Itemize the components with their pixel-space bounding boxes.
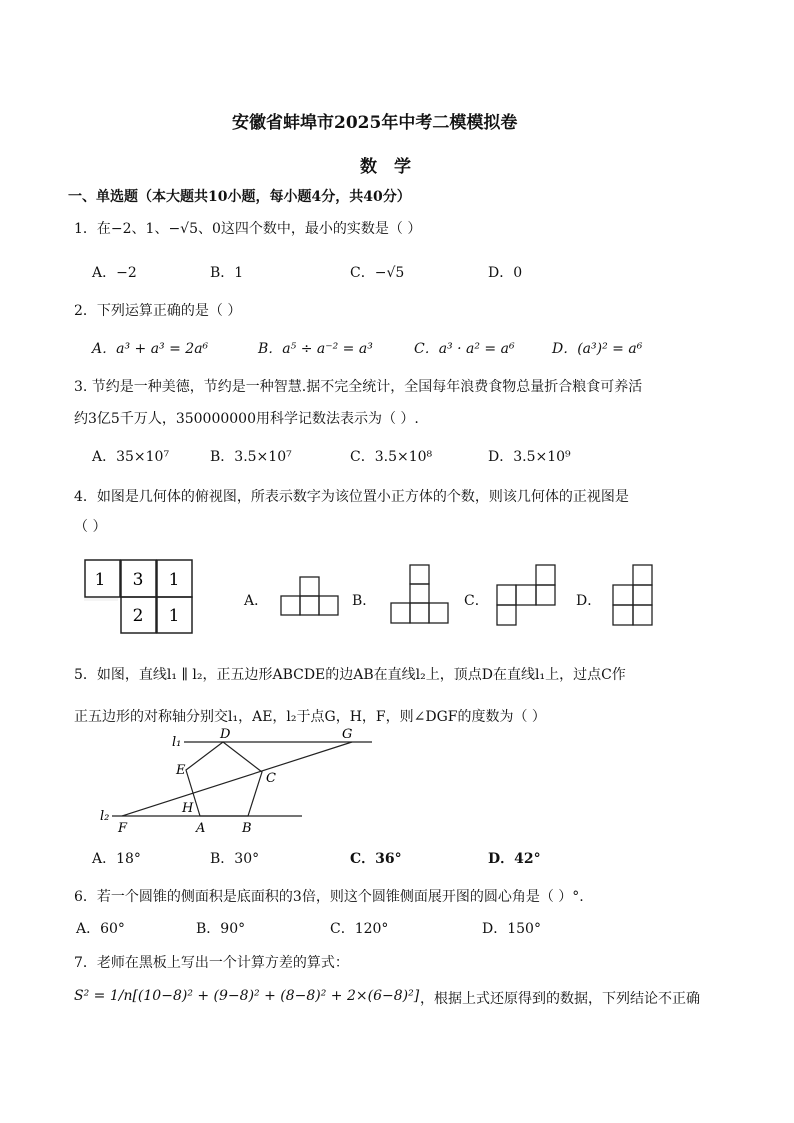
label-l1: l₁ <box>172 735 182 750</box>
q2-option-b: B．a⁵ ÷ a⁻² = a³ <box>258 341 373 357</box>
q6-option-b: B．90° <box>196 921 246 937</box>
q5-option-c: C．36° <box>350 851 402 867</box>
grid-cell-r1c3: 1 <box>168 570 180 590</box>
subject-title: 数 学 <box>360 157 411 177</box>
label-D: D <box>220 727 231 742</box>
grid-cell-r1c1: 1 <box>94 570 106 590</box>
q1-option-c: C．−√5 <box>350 265 405 281</box>
grid-cell-r2c3: 1 <box>168 606 180 626</box>
q2-option-c: C．a³ · a² = a⁶ <box>414 341 515 357</box>
label-G: G <box>342 727 353 742</box>
question-1: 1．在−2、1、−√5、0这四个数中，最小的实数是（ ） <box>74 221 422 237</box>
q3-option-a: A．35×10⁷ <box>92 449 170 465</box>
q5-pentagon-figure <box>96 726 396 838</box>
question-5-line-1: 5．如图，直线l₁ ∥ l₂，正五边形ABCDE的边AB在直线l₂上，顶点D在直线l₁上，过点C作 <box>74 667 626 683</box>
q6-option-a: A．60° <box>76 921 125 937</box>
section-heading: 一、单选题（本大题共10小题，每小题4分，共40分） <box>68 189 411 205</box>
q4-option-d-figure <box>612 564 672 626</box>
q3-option-d: D．3.5×10⁹ <box>488 449 571 465</box>
q1-option-b: B．1 <box>210 265 244 281</box>
q4-option-c-figure <box>496 564 576 626</box>
label-C: C <box>266 771 276 786</box>
q1-option-a: A．−2 <box>92 265 137 281</box>
question-7-line-1: 7．老师在黑板上写出一个计算方差的算式： <box>74 955 349 971</box>
q2-option-d: D．(a³)² = a⁶ <box>552 341 643 357</box>
q3-option-c: C．3.5×10⁸ <box>350 449 433 465</box>
q2-option-a: A．a³ + a³ = 2a⁶ <box>92 341 209 357</box>
q4-option-a-figure <box>280 576 360 616</box>
label-F: F <box>118 821 128 836</box>
q7-variance-formula: S² = 1/n[(10−8)² + (9−8)² + (8−8)² + 2×(6−8)²] <box>74 988 420 1004</box>
question-2: 2．下列运算正确的是（ ） <box>74 303 242 319</box>
label-E: E <box>176 763 186 778</box>
q4-option-a-label: A． <box>244 593 269 609</box>
question-4-line-2: （ ） <box>74 519 107 535</box>
question-7-tail: ，根据上式还原得到的数据，下列结论不正确 <box>420 991 700 1007</box>
q4-top-view-grid <box>84 558 224 638</box>
q5-option-b: B．30° <box>210 851 260 867</box>
q4-option-b-label: B． <box>352 593 377 609</box>
q6-option-c: C．120° <box>330 921 389 937</box>
question-3-line-2: 约3亿5千万人，350000000用科学记数法表示为（ ）. <box>74 411 419 427</box>
page-title: 安徽省蚌埠市2025年中考二模模拟卷 <box>232 113 518 133</box>
question-5-line-2: 正五边形的对称轴分别交l₁，AE，l₂于点G，H，F，则∠DGF的度数为（ ） <box>74 709 546 725</box>
q4-option-c-label: C． <box>464 593 489 609</box>
q6-option-d: D．150° <box>482 921 541 937</box>
q4-option-b-figure <box>390 564 470 626</box>
q5-option-d: D．42° <box>488 851 541 867</box>
grid-cell-r2c2: 2 <box>132 606 144 626</box>
q3-option-b: B．3.5×10⁷ <box>210 449 292 465</box>
q4-option-d-label: D． <box>576 593 602 609</box>
question-4-line-1: 4．如图是几何体的俯视图，所表示数字为该位置小正方体的个数，则该几何体的正视图是 <box>74 489 629 505</box>
label-B: B <box>242 821 252 836</box>
grid-cell-r1c2: 3 <box>132 570 144 590</box>
question-3-line-1: 3. 节约是一种美德，节约是一种智慧.据不完全统计，全国每年浪费食物总量折合粮食可养活 <box>74 379 643 395</box>
label-l2: l₂ <box>100 809 110 824</box>
q5-option-a: A．18° <box>92 851 141 867</box>
q1-option-d: D．0 <box>488 265 523 281</box>
label-H: H <box>182 801 194 816</box>
question-6: 6．若一个圆锥的侧面积是底面积的3倍，则这个圆锥侧面展开图的圆心角是（ ）°. <box>74 889 584 905</box>
label-A: A <box>196 821 206 836</box>
